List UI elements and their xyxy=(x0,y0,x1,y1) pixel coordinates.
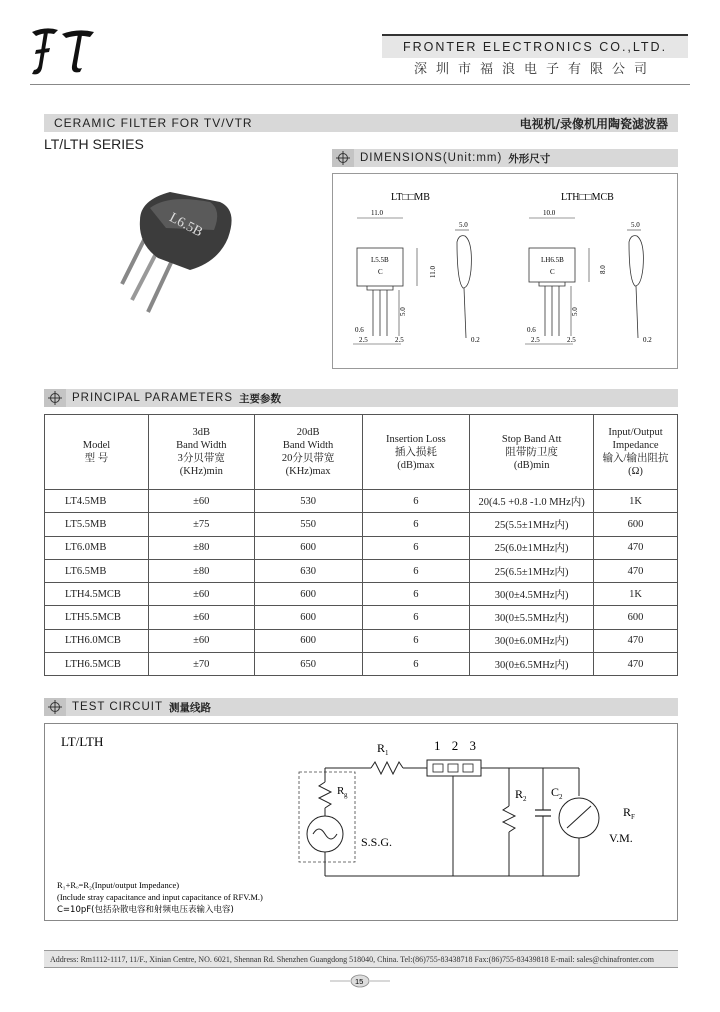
test-circuit-section-bar xyxy=(44,698,678,716)
lt-drawing-title: LT□□MB xyxy=(391,192,430,203)
cell-stop-band: 25(6.0±1MHz内) xyxy=(470,536,594,559)
table-row xyxy=(45,583,678,606)
cell-bw3: ±80 xyxy=(148,536,254,559)
lt-side-outline xyxy=(457,236,471,288)
cell-bw3: ±75 xyxy=(148,513,254,536)
product-photo xyxy=(110,180,250,320)
cell-bw20: 600 xyxy=(254,583,362,606)
lt-height-dim: 11.0 xyxy=(429,266,437,278)
cell-bw20: 550 xyxy=(254,513,362,536)
cell-bw3: ±60 xyxy=(148,583,254,606)
cell-bw20: 650 xyxy=(254,653,362,676)
rf-label: R xyxy=(623,805,632,819)
lt-body-sub: C xyxy=(378,268,383,276)
header-line: 型 号 xyxy=(84,453,109,464)
crosshair-icon xyxy=(44,698,66,716)
header-line: 20dB xyxy=(296,427,320,438)
table-row xyxy=(45,490,678,513)
cell-il: 6 xyxy=(362,490,470,513)
cell-impedance: 1K xyxy=(594,490,678,513)
ssg-label: S.S.G. xyxy=(361,835,393,849)
rg-sub: g xyxy=(344,791,348,799)
header-line: Model xyxy=(82,440,111,451)
dimensions-drawing-box xyxy=(332,173,678,369)
header-line: 插入损耗 xyxy=(394,446,437,458)
test-circuit-label: TEST CIRCUIT xyxy=(72,701,164,713)
rf-sub: F xyxy=(631,813,635,821)
voltmeter-icon xyxy=(559,798,599,838)
cell-impedance: 1K xyxy=(594,583,678,606)
cell-stop-band: 30(0±5.5MHz内) xyxy=(470,606,594,629)
cell-model: LT6.5MB xyxy=(45,559,149,582)
cell-bw20: 600 xyxy=(254,629,362,652)
r2-sub: 2 xyxy=(523,795,527,803)
dimensions-section-bar xyxy=(332,149,678,167)
table-row xyxy=(45,536,678,559)
rg-resistor xyxy=(319,782,331,808)
lth-body-outline xyxy=(529,248,575,282)
cell-model: LTH5.5MCB xyxy=(45,606,149,629)
cell-bw3: ±60 xyxy=(148,490,254,513)
cell-stop-band: 25(6.5±1MHz内) xyxy=(470,559,594,582)
cell-bw20: 630 xyxy=(254,559,362,582)
series-title: LT/LTH SERIES xyxy=(44,136,144,152)
cell-model: LTH4.5MCB xyxy=(45,583,149,606)
c2-sub: 2 xyxy=(559,793,563,801)
vm-label: V.M. xyxy=(609,831,633,845)
test-circuit-label-cn: 测量线路 xyxy=(169,701,212,714)
cell-impedance: 600 xyxy=(594,513,678,536)
lth-pin-dim: 0.6 xyxy=(527,326,536,334)
crosshair-icon xyxy=(44,389,66,407)
page-number-badge xyxy=(330,974,390,988)
header-line: (Ω) xyxy=(628,466,643,477)
col-impedance xyxy=(594,415,678,490)
parameters-table xyxy=(44,414,678,676)
cell-il: 6 xyxy=(362,653,470,676)
page-number: 15 xyxy=(355,977,364,986)
cell-impedance: 470 xyxy=(594,629,678,652)
header-line: (KHz)max xyxy=(285,466,331,477)
col-insertion-loss xyxy=(362,415,470,490)
lth-width-dim: 10.0 xyxy=(543,209,556,217)
lt-pitch-dim-2: 2.5 xyxy=(395,336,404,344)
cell-il: 6 xyxy=(362,629,470,652)
lth-height-dim: 8.0 xyxy=(599,265,607,274)
footer-address: Address: Rm1112-1117, 11/F., Xinian Centre, NO. 6021, Shennan Rd. Shenzhen Guangdong 518040, China. Tel:(86)755-83438718 Fax:(86)755-83439818 E-mail: sales@chinafronter.com xyxy=(44,950,678,968)
r1-label: R xyxy=(377,741,386,755)
lth-depth-dim: 5.0 xyxy=(631,221,640,229)
cell-stop-band: 30(0±6.0MHz内) xyxy=(470,629,594,652)
header-line: 输入/输出阻抗 xyxy=(602,453,669,464)
cell-stop-band: 20(4.5 +0.8 -1.0 MHz内) xyxy=(470,490,594,513)
cell-bw3: ±80 xyxy=(148,559,254,582)
pin-numbers: 1 2 3 xyxy=(434,738,480,753)
cell-model: LTH6.0MCB xyxy=(45,629,149,652)
lt-pitch-dim-1: 2.5 xyxy=(359,336,368,344)
header-line: Stop Band Att xyxy=(501,433,562,445)
header-line: Insertion Loss xyxy=(385,433,446,445)
table-row xyxy=(45,629,678,652)
cell-bw20: 600 xyxy=(254,536,362,559)
lth-pitch-dim-2: 2.5 xyxy=(567,336,576,344)
table-row xyxy=(45,513,678,536)
cell-impedance: 470 xyxy=(594,536,678,559)
lth-body-text: LH6.5B xyxy=(541,256,564,264)
cell-bw20: 530 xyxy=(254,490,362,513)
header-divider xyxy=(30,84,690,85)
dimensions-label: DIMENSIONS(Unit:mm) xyxy=(360,152,503,164)
table-header-row xyxy=(45,415,678,490)
lt-body-text: L5.5B xyxy=(371,256,389,264)
col-bw3 xyxy=(148,415,254,490)
lth-drawing-title: LTH□□MCB xyxy=(561,192,614,203)
lth-lead-dim: 5.0 xyxy=(571,307,579,316)
cell-model: LT5.5MB xyxy=(45,513,149,536)
signal-generator-outline xyxy=(299,772,355,862)
test-circuit-box xyxy=(44,723,678,921)
title-en: CERAMIC FILTER FOR TV/VTR xyxy=(54,116,253,130)
lt-lead-thick: 0.2 xyxy=(471,336,480,344)
lth-lead-thick: 0.2 xyxy=(643,336,652,344)
lt-width-dim: 11.0 xyxy=(371,209,383,217)
lth-side-outline xyxy=(629,236,643,286)
header-line: 20分贝带宽 xyxy=(281,453,335,464)
lt-depth-dim: 5.0 xyxy=(459,221,468,229)
header-line: (KHz)min xyxy=(179,466,223,477)
col-bw20 xyxy=(254,415,362,490)
cell-il: 6 xyxy=(362,606,470,629)
dimension-drawings xyxy=(333,174,677,368)
parameters-label-cn: 主要参数 xyxy=(239,392,282,405)
cell-model: LT6.0MB xyxy=(45,536,149,559)
note-impedance: R₁+Rₒ=R₂(Input/output Impedance) xyxy=(57,880,180,890)
r2-label: R xyxy=(515,787,524,801)
cell-bw3: ±60 xyxy=(148,629,254,652)
cell-model: LTH6.5MCB xyxy=(45,653,149,676)
cell-il: 6 xyxy=(362,536,470,559)
col-model xyxy=(45,415,149,490)
company-name-en: FRONTER ELECTRONICS CO.,LTD. xyxy=(382,34,688,58)
header-line: 阻带防卫度 xyxy=(505,446,558,458)
test-circuit-diagram xyxy=(45,724,677,920)
cell-il: 6 xyxy=(362,513,470,536)
lth-pitch-dim-1: 2.5 xyxy=(531,336,540,344)
header-line: (dB)max xyxy=(397,459,435,471)
cell-il: 6 xyxy=(362,583,470,606)
cell-bw3: ±60 xyxy=(148,606,254,629)
c2-label: C xyxy=(551,785,560,799)
part-marking: L6.5B xyxy=(166,210,205,241)
crosshair-icon xyxy=(332,149,354,167)
parameters-label: PRINCIPAL PARAMETERS xyxy=(72,392,234,404)
circuit-title: LT/LTH xyxy=(61,734,104,749)
header-line: Band Width xyxy=(176,440,227,451)
lth-body-sub: C xyxy=(550,268,555,276)
r2-resistor xyxy=(503,806,515,832)
header-line: (dB)min xyxy=(513,459,550,471)
r1-resistor xyxy=(371,762,403,774)
table-row xyxy=(45,653,678,676)
cell-stop-band: 30(0±4.5MHz内) xyxy=(470,583,594,606)
lt-pin-dim: 0.6 xyxy=(355,326,364,334)
note-stray: (Include stray capacitance and input capacitance of RFV.M.) xyxy=(57,892,263,902)
dimensions-label-cn: 外形尺寸 xyxy=(508,152,551,165)
rg-label: R xyxy=(337,785,345,797)
document-title-bar xyxy=(44,114,678,132)
cell-il: 6 xyxy=(362,559,470,582)
header-line: Band Width xyxy=(282,440,334,451)
cell-stop-band: 25(5.5±1MHz内) xyxy=(470,513,594,536)
header-line: 3分贝带宽 xyxy=(177,453,225,464)
cell-impedance: 470 xyxy=(594,559,678,582)
header-line: Impedance xyxy=(612,440,659,451)
col-stop-band xyxy=(470,415,594,490)
table-row xyxy=(45,606,678,629)
lt-body-outline xyxy=(357,248,403,286)
company-logo-icon xyxy=(28,24,98,80)
table-row xyxy=(45,559,678,582)
cell-impedance: 470 xyxy=(594,653,678,676)
lt-lead-dim: 5.0 xyxy=(399,307,407,316)
cell-stop-band: 30(0±6.5MHz内) xyxy=(470,653,594,676)
cell-model: LT4.5MB xyxy=(45,490,149,513)
cell-bw20: 600 xyxy=(254,606,362,629)
r1-sub: 1 xyxy=(385,749,389,757)
header-line: Input/Output xyxy=(608,427,663,438)
cell-impedance: 600 xyxy=(594,606,678,629)
title-cn: 电视机/录像机用陶瓷滤波器 xyxy=(519,116,668,131)
note-capacitance: C=10pF(包括杂散电容和射频电压表输入电容) xyxy=(57,905,234,915)
header-line: 3dB xyxy=(192,427,211,438)
parameters-section-bar xyxy=(44,389,678,407)
company-name-cn: 深圳市福浪电子有限公司 xyxy=(413,62,656,77)
cell-bw3: ±70 xyxy=(148,653,254,676)
